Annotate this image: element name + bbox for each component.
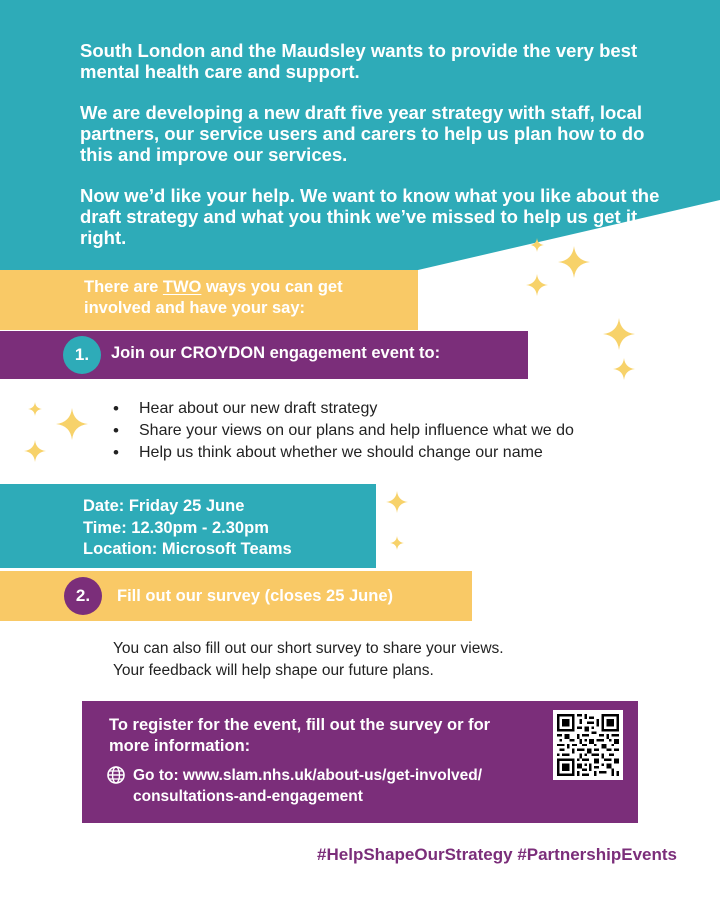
intro-paragraph-3: Now we’d like your help. We want to know what you like about the draft strategy and what you think we’ve missed to help us get it right. bbox=[80, 185, 660, 248]
list-item: • Hear about our new draft strategy bbox=[113, 398, 574, 420]
sparkle-icon bbox=[56, 408, 88, 440]
option-2-title: Fill out our survey (closes 25 June) bbox=[117, 587, 393, 605]
event-location: Location: Microsoft Teams bbox=[83, 540, 292, 558]
survey-line-1: You can also fill out our short survey to share your views. bbox=[113, 640, 504, 657]
globe-icon bbox=[106, 765, 126, 785]
intro-text bbox=[80, 40, 660, 268]
sparkle-icon bbox=[613, 358, 635, 380]
event-date: Date: Friday 25 June bbox=[83, 497, 245, 515]
sparkle-icon bbox=[558, 246, 590, 278]
qr-code-icon bbox=[553, 710, 623, 780]
register-heading: To register for the event, fill out the survey or for more information: bbox=[109, 716, 491, 755]
list-item: • Share your views on our plans and help influence what we do bbox=[113, 420, 574, 442]
register-box bbox=[82, 701, 638, 823]
event-details-banner bbox=[0, 484, 376, 568]
ways-text bbox=[84, 277, 404, 319]
list-item: • Help us think about whether we should change our name bbox=[113, 442, 574, 464]
intro-paragraph-2: We are developing a new draft five year strategy with staff, local partners, our service users and carers to help us plan how to do this and improve our services. bbox=[80, 102, 645, 165]
sparkle-icon bbox=[603, 318, 635, 350]
ways-text-before: There are bbox=[84, 278, 163, 296]
option-2-banner bbox=[0, 571, 472, 621]
register-link-line-2: consultations-and-engagement bbox=[133, 788, 363, 805]
sparkle-icon bbox=[386, 491, 408, 513]
option-1-title: Join our CROYDON engagement event to: bbox=[111, 344, 441, 362]
option-2-number: 2. bbox=[64, 577, 102, 615]
ways-emphasis: TWO bbox=[162, 278, 202, 296]
event-time: Time: 12.30pm - 2.30pm bbox=[83, 518, 269, 537]
hashtags: #HelpShapeOurStrategy #PartnershipEvents bbox=[317, 845, 677, 864]
option-1-bullet-list bbox=[113, 398, 574, 464]
sparkle-icon bbox=[28, 402, 42, 416]
sparkle-icon bbox=[526, 274, 548, 296]
sparkle-icon bbox=[24, 440, 46, 462]
ways-banner bbox=[0, 270, 418, 330]
option-1-number: 1. bbox=[63, 336, 101, 374]
sparkle-icon bbox=[390, 536, 404, 550]
option-1-banner bbox=[0, 331, 528, 379]
intro-paragraph-1: South London and the Maudsley wants to provide the very best mental health care and support. bbox=[80, 40, 638, 82]
sparkle-icon bbox=[530, 238, 544, 252]
survey-description bbox=[113, 638, 504, 681]
register-link[interactable] bbox=[133, 765, 553, 807]
ways-text-after: ways you can get involved and have your say: bbox=[84, 278, 343, 317]
register-link-line-1: Go to: www.slam.nhs.uk/about-us/get-involved/ bbox=[133, 767, 483, 784]
survey-line-2: Your feedback will help shape our future plans. bbox=[113, 661, 434, 679]
